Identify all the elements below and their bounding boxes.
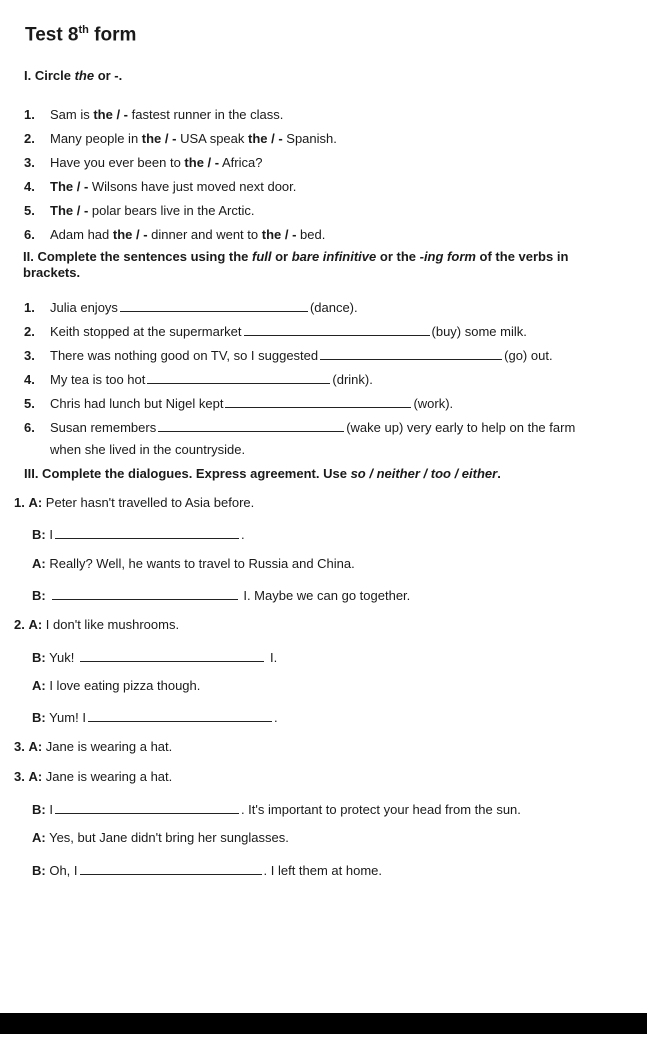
- answer-blank[interactable]: [55, 525, 239, 539]
- exercise-2-item-4: 4. My tea is too hot (drink).: [24, 372, 373, 387]
- dialogue-1-line-a2: A: Really? Well, he wants to travel to Russia and China.: [32, 556, 355, 571]
- answer-blank[interactable]: [244, 322, 430, 336]
- dialogue-2-line-b2: B: Yum! I .: [32, 710, 278, 725]
- exercise-1-item-6: 6. Adam had the / - dinner and went to the / - bed.: [24, 227, 326, 242]
- answer-blank[interactable]: [52, 586, 238, 600]
- dialogue-2-line-a: 2. A: I don't like mushrooms.: [14, 617, 180, 632]
- answer-blank[interactable]: [147, 370, 330, 384]
- exercise-1-item-1: 1. Sam is the / - fastest runner in the class.: [24, 107, 284, 122]
- section-3-heading: III. Complete the dialogues. Express agreement. Use so / neither / too / either.: [24, 466, 501, 481]
- answer-blank[interactable]: [120, 298, 308, 312]
- dialogue-2-line-b: B: Yuk! I.: [32, 650, 278, 665]
- exercise-2-item-6-continuation: when she lived in the countryside.: [50, 442, 246, 457]
- page-title: Test 8th form: [25, 24, 137, 46]
- answer-blank[interactable]: [80, 861, 262, 875]
- exercise-2-item-1: 1. Julia enjoys (dance).: [24, 300, 358, 315]
- exercise-2-item-2: 2. Keith stopped at the supermarket (buy) some milk.: [24, 324, 527, 339]
- dialogue-3-line-a-repeat: 3. A: Jane is wearing a hat.: [14, 769, 173, 784]
- answer-blank[interactable]: [158, 418, 344, 432]
- bottom-black-bar: [0, 1013, 647, 1034]
- dialogue-1-line-a: 1. A: Peter hasn't travelled to Asia before.: [14, 495, 255, 510]
- exercise-2-item-5: 5. Chris had lunch but Nigel kept (work).: [24, 396, 454, 411]
- dialogue-3-line-a: 3. A: Jane is wearing a hat.: [14, 739, 173, 754]
- answer-blank[interactable]: [80, 648, 264, 662]
- dialogue-3-line-b2: B: Oh, I . I left them at home.: [32, 863, 383, 878]
- exercise-1-item-5: 5. The / - polar bears live in the Arctic.: [24, 203, 255, 218]
- exercise-1-item-2: 2. Many people in the / - USA speak the / - Spanish.: [24, 131, 337, 146]
- dialogue-1-line-b: B: I .: [32, 527, 245, 542]
- section-1-heading: I. Circle the or -.: [24, 68, 123, 83]
- section-2-heading: II. Complete the sentences using the full or bare infinitive or the -ing form of the verbs in brackets.: [23, 249, 569, 280]
- dialogue-3-line-a2: A: Yes, but Jane didn't bring her sunglasses.: [32, 830, 289, 845]
- dialogue-3-line-b: B: I . It's important to protect your head from the sun.: [32, 802, 521, 817]
- exercise-1-item-4: 4. The / - Wilsons have just moved next door.: [24, 179, 297, 194]
- answer-blank[interactable]: [55, 800, 239, 814]
- dialogue-1-line-b2: B: I. Maybe we can go together.: [32, 588, 411, 603]
- exercise-2-item-3: 3. There was nothing good on TV, so I suggested (go) out.: [24, 348, 553, 363]
- answer-blank[interactable]: [320, 346, 502, 360]
- dialogue-2-line-a2: A: I love eating pizza though.: [32, 678, 201, 693]
- answer-blank[interactable]: [225, 394, 411, 408]
- exercise-2-item-6: 6. Susan remembers (wake up) very early to help on the farm: [24, 420, 576, 435]
- exercise-1-item-3: 3. Have you ever been to the / - Africa?: [24, 155, 263, 170]
- answer-blank[interactable]: [88, 708, 272, 722]
